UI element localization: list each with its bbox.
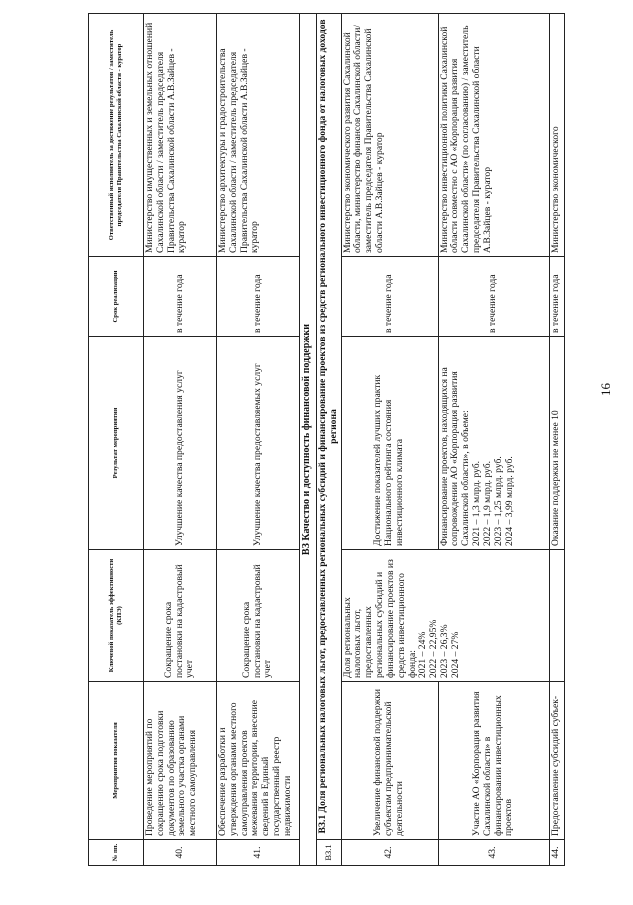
section-title: ВЗ Качество и доступность финансовой поддержки [300, 14, 317, 866]
row-num: 41. [217, 840, 300, 866]
section-row [300, 14, 317, 866]
row-measure: Увеличение финансовой поддержки субъектам предпринимательской деятельности [341, 682, 438, 840]
rotated-table-container [88, 14, 588, 866]
row-responsible: Министерство имущественных и земельных отношений Сахалинской области / заместитель председателя Правительства Сахалинской области А.В.Зайцев - куратор [144, 14, 217, 257]
row-measure: Проведение мероприятий по сокращению срока подготовки документов по образованию земельного участка органами местного самоуправления [144, 682, 217, 840]
row-result: Достижение показателей лучших практик Национального рейтинга состояния инвестиционного климата [341, 337, 438, 550]
row-responsible: Министерство архитектуры и градостроительства Сахалинской области / заместитель председателя Правительства Сахалинской области А.В.Зайцев - куратор [217, 14, 300, 257]
subsection-num: ВЗ.1 [317, 840, 342, 866]
table-row [341, 14, 438, 866]
row-kpi: Сокращение срока постановки на кадастровый учет [217, 550, 300, 682]
row-kpi: Доля региональных налоговых льгот, предоставленных региональных субсидий и финансирование проектов из средств инвестиционного фонда: 2021 – 24% 2022 – 22,95% 2023 – 26,3% 2024 – 27% [341, 550, 549, 682]
row-result: Финансирование проектов, находящихся на сопровождении АО «Корпорация развития Сахалинской области», в объеме: 2021 – 1,3 млрд. руб. 2022 – 1,9 млрд. руб. 2023 – 1,25 млрд. руб. 2024 – 3,99 млрд. руб. [438, 337, 549, 550]
row-term: в течение года [438, 257, 549, 337]
row-measure: Участие АО «Корпорация развития Сахалинской области» в финансировании инвестиционных проектов [438, 682, 549, 840]
row-term: в течение года [549, 257, 564, 337]
row-result: Оказание поддержки не менее 10 [549, 337, 564, 550]
row-num: 42. [341, 840, 438, 866]
col-header-num: № пп. [89, 840, 144, 866]
table-header-row [89, 14, 144, 866]
row-result: Улучшение качества предоставляемых услуг [217, 337, 300, 550]
table-row [217, 14, 300, 866]
row-measure: Обеспечение разработки и утверждения органами местного самоуправления проектов межевания территории, внесение сведений в Единый государственный реестр недвижимости [217, 682, 300, 840]
row-responsible: Министерство экономического развития Сахалинской области, министерство финансов Сахалинской области/ заместитель председателя Правительства Сахалинской области А.В.Зайцев - куратор [341, 14, 438, 257]
measures-table [88, 13, 565, 866]
table-row [438, 14, 549, 866]
col-header-result: Результат мероприятия [89, 337, 144, 550]
row-result: Улучшение качества предоставления услуг [144, 337, 217, 550]
col-header-term: Срок реализации [89, 257, 144, 337]
row-term: в течение года [144, 257, 217, 337]
col-header-measure: Мероприятия показателя [89, 682, 144, 840]
row-kpi: Сокращение срока постановки на кадастровый учет [144, 550, 217, 682]
row-term: в течение года [341, 257, 438, 337]
row-responsible: Министерство экономического [549, 14, 564, 257]
table-row [549, 14, 564, 866]
row-kpi [549, 550, 564, 682]
row-num: 43. [438, 840, 549, 866]
row-term: в течение года [217, 257, 300, 337]
row-responsible: Министерство инвестиционной политики Сахалинской области совместно с АО «Корпорация развития Сахалинской области» (по согласованию) / заместитель председателя Правительства Сахалинской области А.В.Зайцев - куратор [438, 14, 549, 257]
page-number: 16 [598, 383, 613, 396]
subsection-row [317, 14, 342, 866]
row-num: 44. [549, 840, 564, 866]
col-header-kpi: Ключевой показатель эффективности (КПЭ) [89, 550, 144, 682]
row-num: 40. [144, 840, 217, 866]
col-header-responsible: Ответственный исполнитель за достижение результатов / заместитель председателя Правительства Сахалинской области - куратор [89, 14, 144, 257]
table-row [144, 14, 217, 866]
row-measure: Предоставление субсидий субъек- [549, 682, 564, 840]
subsection-title: ВЗ.1 Доля региональных налоговых льгот, предоставленных региональных субсидий и финансирование проектов из средств регионального инвестиционного фонда от налоговых доходов региона [317, 14, 342, 840]
